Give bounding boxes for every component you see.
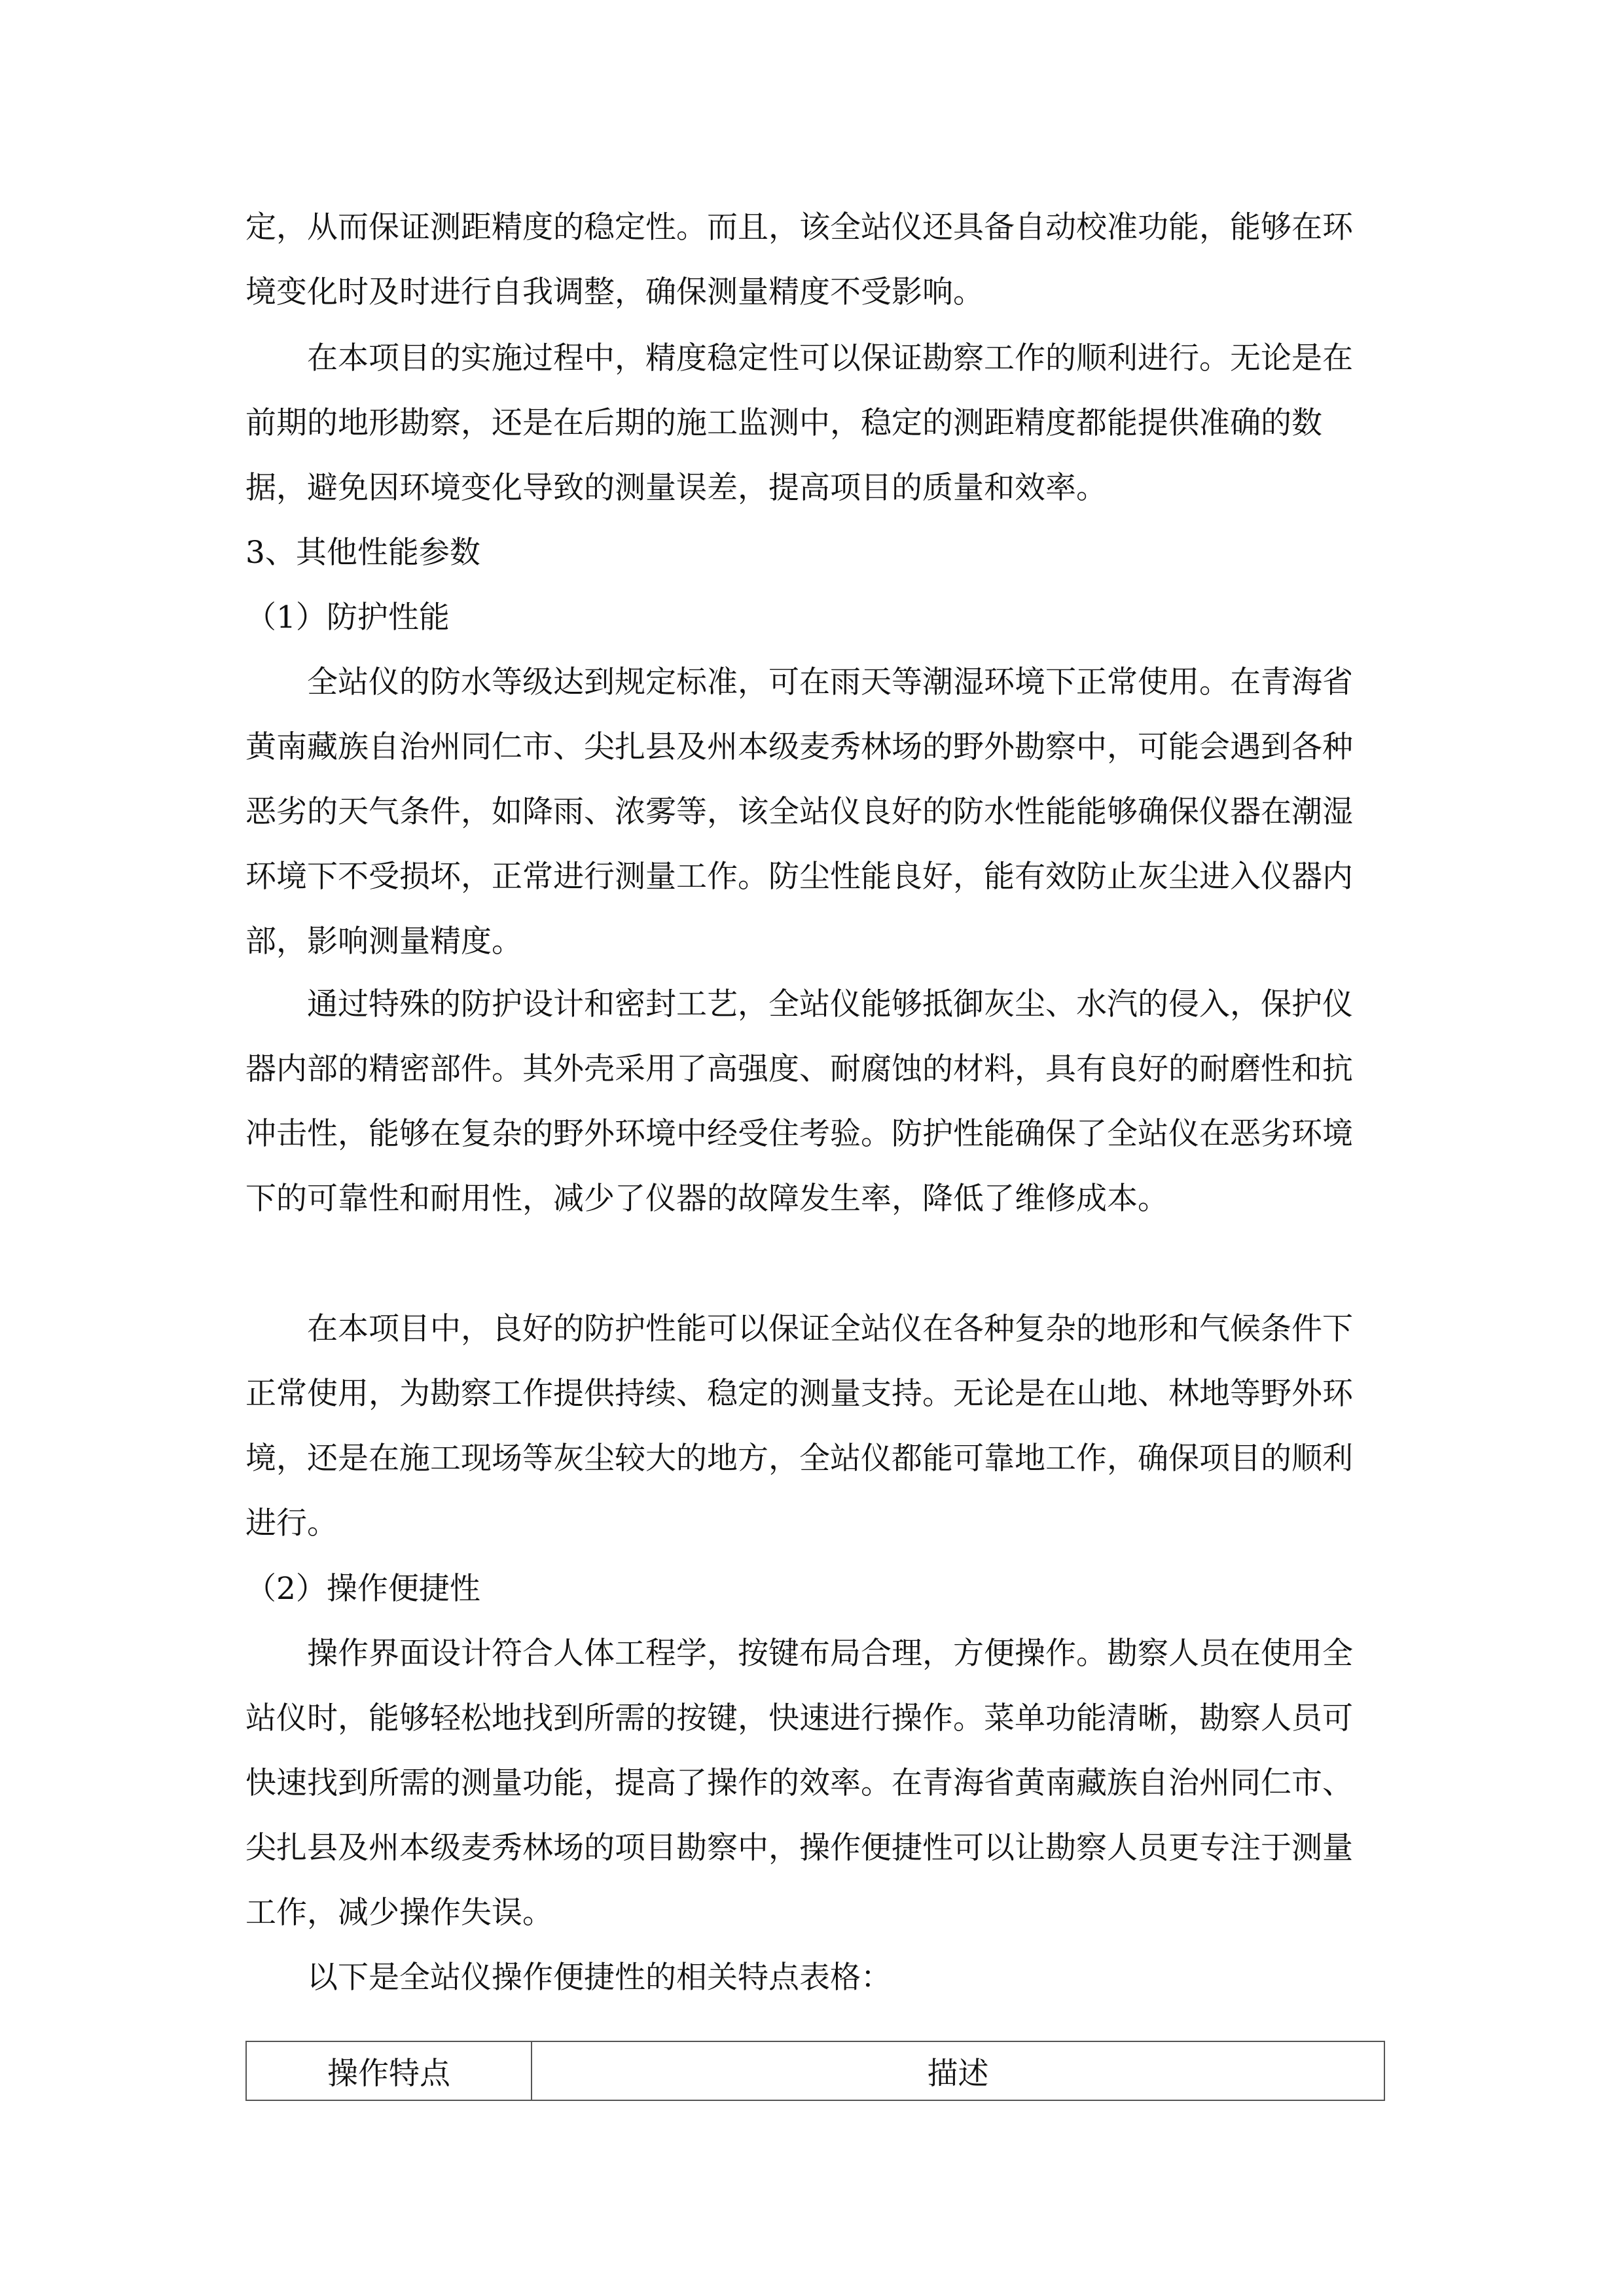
- paragraph-waterproof: 全站仪的防水等级达到规定标准，可在雨天等潮湿环境下正常使用。在青海省黄南藏族自治州同仁市、尖扎县及州本级麦秀林场的野外勘察中，可能会遇到各种恶劣的天气条件，如降雨、浓雾等，该全站仪良好的防水性能能够确保仪器在潮湿环境下不受损坏，正常进行测量工作。防尘性能良好，能有效防止灰尘进入仪器内部，影响测量精度。: [245, 664, 1353, 960]
- paragraph-protective-design: 通过特殊的防护设计和密封工艺，全站仪能够抵御灰尘、水汽的侵入，保护仪器内部的精密部件。其外壳采用了高强度、耐腐蚀的材料，具有良好的耐磨性和抗冲击性，能够在复杂的野外环境中经受住考验。防护性能确保了全站仪在恶劣环境下的可靠性和耐用性，减少了仪器的故障发生率，降低了维修成本。: [245, 986, 1353, 1217]
- table-header-row: [246, 2041, 1384, 2100]
- table-header-description: 描述: [532, 2041, 1384, 2100]
- subheading-operation-convenience: （2）操作便捷性: [245, 1571, 480, 1607]
- paragraph-project-accuracy: 在本项目的实施过程中，精度稳定性可以保证勘察工作的顺利进行。无论是在前期的地形勘察，还是在后期的施工监测中，稳定的测距精度都能提供准确的数据，避免因环境变化导致的测量误差，提高项目的质量和效率。: [245, 340, 1353, 506]
- paragraph-accuracy-stability-end: 定，从而保证测距精度的稳定性。而且，该全站仪还具备自动校准功能，能够在环境变化时及时进行自我调整，确保测量精度不受影响。: [245, 209, 1353, 310]
- table-header-feature: 操作特点: [246, 2041, 532, 2100]
- section-heading-other-parameters: 3、其他性能参数: [245, 535, 480, 571]
- operation-features-table: [245, 2041, 1385, 2101]
- paragraph-operation-interface: 操作界面设计符合人体工程学，按键布局合理，方便操作。勘察人员在使用全站仪时，能够轻松地找到所需的按键，快速进行操作。菜单功能清晰，勘察人员可快速找到所需的测量功能，提高了操作的效率。在青海省黄南藏族自治州同仁市、尖扎县及州本级麦秀林场的项目勘察中，操作便捷性可以让勘察人员更专注于测量工作，减少操作失误。: [245, 1636, 1353, 1931]
- paragraph-project-protection: 在本项目中，良好的防护性能可以保证全站仪在各种复杂的地形和气候条件下正常使用，为勘察工作提供持续、稳定的测量支持。无论是在山地、林地等野外环境，还是在施工现场等灰尘较大的地方，全站仪都能可靠地工作，确保项目的顺利进行。: [245, 1311, 1353, 1541]
- subheading-protection: （1）防护性能: [245, 600, 450, 636]
- paragraph-table-intro: 以下是全站仪操作便捷性的相关特点表格：: [307, 1960, 892, 1996]
